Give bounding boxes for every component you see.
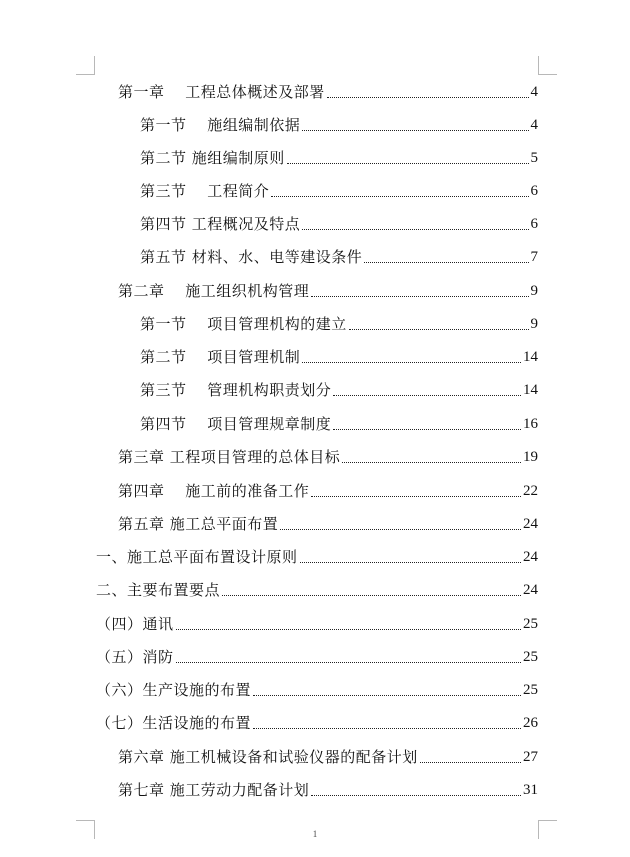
toc-entry-label: 第四节 工程概况及特点 — [140, 215, 301, 233]
toc-entry[interactable] — [140, 312, 538, 334]
toc-entry[interactable] — [96, 578, 538, 600]
dot-leader — [302, 362, 521, 363]
toc-entry-page: 6 — [530, 216, 538, 232]
toc-entry[interactable] — [140, 113, 538, 135]
toc-entry[interactable] — [140, 179, 538, 201]
toc-entry-page: 22 — [523, 483, 538, 499]
toc-entry[interactable] — [140, 345, 538, 367]
toc-entry-label: 第一节 施组编制依据 — [140, 116, 301, 134]
dot-leader — [311, 296, 528, 297]
toc-entry-label: 第三章 工程项目管理的总体目标 — [118, 448, 341, 466]
page-number: 1 — [312, 829, 318, 839]
toc-entry-page: 4 — [530, 117, 538, 133]
toc-entry-page: 27 — [523, 749, 538, 765]
toc-entry-label: 第七章 施工劳动力配备计划 — [118, 781, 310, 799]
dot-leader — [176, 629, 521, 630]
dot-leader — [420, 762, 521, 763]
toc-entry-label: （六）生产设施的布置 — [96, 681, 252, 699]
dot-leader — [176, 662, 521, 663]
toc-entry[interactable] — [140, 245, 538, 267]
toc-entry-page: 14 — [523, 349, 538, 365]
toc-entry-label: 第五节 材料、水、电等建设条件 — [140, 248, 363, 266]
toc-entry-label: 第五章 施工总平面布置 — [118, 515, 279, 533]
toc-entry-page: 24 — [523, 516, 538, 532]
toc-entry[interactable] — [96, 612, 538, 634]
toc-entry-page: 16 — [523, 416, 538, 432]
toc-entry-label: 第二节 项目管理机制 — [140, 348, 301, 366]
dot-leader — [342, 462, 521, 463]
toc-entry-label: （四）通讯 — [96, 615, 174, 633]
toc-entry-page: 25 — [523, 682, 538, 698]
dot-leader — [311, 496, 521, 497]
toc-entry[interactable] — [118, 80, 538, 102]
toc-entry-label: （五）消防 — [96, 648, 174, 666]
toc-entry-page: 9 — [530, 283, 538, 299]
toc-entry[interactable] — [140, 378, 538, 400]
dot-leader — [333, 429, 521, 430]
toc-entry-label: 一、施工总平面布置设计原则 — [96, 548, 298, 566]
dot-leader — [327, 97, 529, 98]
toc-entry-page: 14 — [523, 382, 538, 398]
toc-entry[interactable] — [118, 745, 538, 767]
toc-entry-page: 25 — [523, 649, 538, 665]
toc-entry-label: 第四节 项目管理规章制度 — [140, 415, 332, 433]
toc-entry[interactable] — [118, 479, 538, 501]
toc-entry-label: 第四章 施工前的准备工作 — [118, 482, 310, 500]
dot-leader — [300, 562, 521, 563]
toc-entry[interactable] — [118, 512, 538, 534]
dot-leader — [333, 395, 521, 396]
toc-entry-label: 第六章 施工机械设备和试验仪器的配备计划 — [118, 748, 418, 766]
toc-entry[interactable] — [140, 146, 538, 168]
toc-entry-page: 7 — [530, 249, 538, 265]
toc-entry-page: 6 — [530, 183, 538, 199]
toc-entry-page: 9 — [530, 316, 538, 332]
dot-leader — [253, 728, 521, 729]
toc-entry[interactable] — [96, 645, 538, 667]
dot-leader — [271, 196, 528, 197]
toc-entry-label: 第一章 工程总体概述及部署 — [118, 83, 325, 101]
toc-entry-page: 5 — [530, 150, 538, 166]
toc-entry[interactable] — [140, 412, 538, 434]
toc-entry[interactable] — [118, 445, 538, 467]
dot-leader — [287, 163, 529, 164]
toc-entry[interactable] — [140, 212, 538, 234]
toc-entry-label: 第三节 管理机构职责划分 — [140, 381, 332, 399]
toc-entry[interactable] — [118, 778, 538, 800]
dot-leader — [364, 262, 528, 263]
toc-entry-page: 31 — [523, 782, 538, 798]
toc-entry-label: 第二节 施组编制原则 — [140, 149, 285, 167]
toc-entry[interactable] — [96, 678, 538, 700]
toc-entry-label: 第二章 施工组织机构管理 — [118, 282, 310, 300]
toc-entry[interactable] — [96, 711, 538, 733]
dot-leader — [349, 329, 529, 330]
toc-entry-page: 24 — [523, 582, 538, 598]
toc-entry-page: 26 — [523, 715, 538, 731]
dot-leader — [253, 695, 521, 696]
toc-entry-page: 25 — [523, 616, 538, 632]
toc-entry-page: 19 — [523, 449, 538, 465]
dot-leader — [311, 795, 521, 796]
dot-leader — [302, 130, 528, 131]
toc-entry-label: 第一节 项目管理机构的建立 — [140, 315, 347, 333]
dot-leader — [280, 529, 521, 530]
toc-entry[interactable] — [118, 279, 538, 301]
dot-leader — [222, 595, 521, 596]
toc-entry-label: 二、主要布置要点 — [96, 581, 221, 599]
toc-entry-label: 第三节 工程简介 — [140, 182, 270, 200]
dot-leader — [302, 229, 528, 230]
toc-entry-page: 24 — [523, 549, 538, 565]
toc-entry-label: （七）生活设施的布置 — [96, 714, 252, 732]
toc-entry-page: 4 — [530, 84, 538, 100]
toc-entry[interactable] — [96, 545, 538, 567]
